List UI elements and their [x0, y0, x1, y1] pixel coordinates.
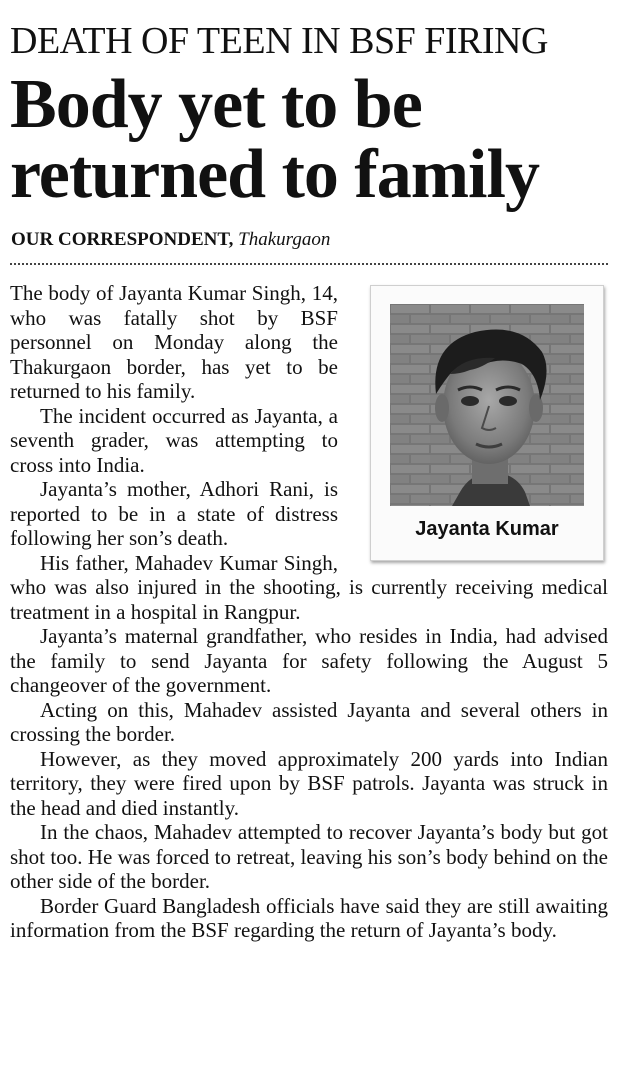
photo-box — [370, 285, 604, 561]
article-kicker: DEATH OF TEEN IN BSF FIRING — [10, 20, 548, 62]
article-paragraph: The body of Jayanta Kumar Singh, 14, who was fatally shot by BSF personnel on Monday along the Thakurgaon border, has yet to be returned to his family. — [10, 281, 338, 403]
byline — [11, 229, 330, 251]
article-paragraph: Border Guard Bangladesh officials have said they are still awaiting information from the BSF regarding the return of Jayanta’s body. — [10, 893, 608, 942]
byline-divider — [10, 263, 608, 265]
portrait-photo — [390, 304, 584, 506]
byline-location: Thakurgaon — [238, 229, 331, 250]
article-paragraph: His father, Mahadev Kumar Singh, who was also injured in the shooting, is currently receiving medical treatment in a hospital in Rangpur. — [10, 550, 608, 624]
portrait-illustration — [390, 304, 584, 506]
article-paragraph: In the chaos, Mahadev attempted to recover Jayanta’s body but got shot too. He was forced to retreat, leaving his son’s body behind on the other side of the border. — [10, 820, 608, 893]
article-paragraph: However, as they moved approximately 200 yards into Indian territory, they were fired upon by BSF patrols. Jayanta was struck in the head and died instantly. — [10, 746, 608, 820]
headline-line-1: Body yet to be — [10, 66, 422, 143]
headline-line-2: returned to family — [10, 136, 539, 213]
photo-caption: Jayanta Kumar — [415, 518, 559, 540]
article-paragraph: The incident occurred as Jayanta, a seventh grader, was attempting to cross into India. — [10, 403, 338, 477]
article-paragraph: Jayanta’s maternal grandfather, who resides in India, had advised the family to send Jayanta for safety following the August 5 changeover of the government. — [10, 624, 608, 697]
article-paragraph: Acting on this, Mahadev assisted Jayanta and several others in crossing the border. — [10, 697, 608, 746]
byline-author: OUR CORRESPONDENT, — [11, 229, 234, 250]
article-headline — [10, 66, 615, 213]
article-paragraph: Jayanta’s mother, Adhori Rani, is reported to be in a state of distress following her son’s death. — [10, 477, 338, 550]
